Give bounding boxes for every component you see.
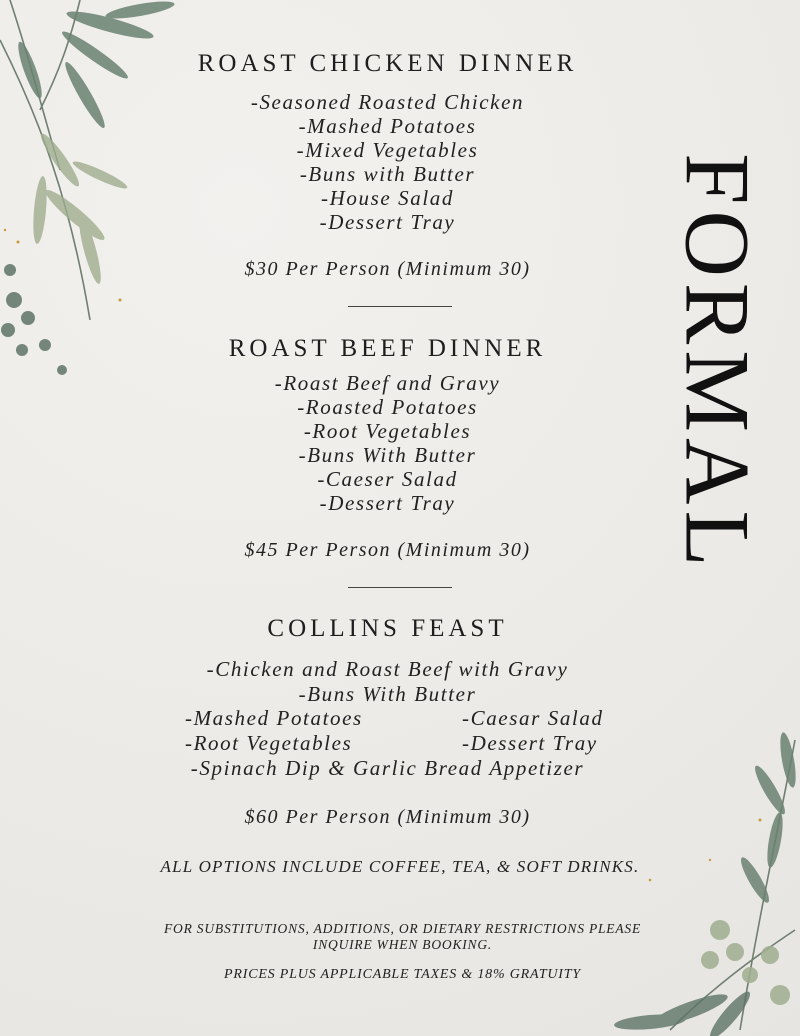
menu-item: -Roast Beef and Gravy xyxy=(274,371,501,395)
menu-item: -Mixed Vegetables xyxy=(296,138,479,162)
menu-item-left: -Mashed Potatoes xyxy=(185,706,363,730)
menu-item: -Buns with Butter xyxy=(299,162,476,186)
menu-item: -Dessert Tray xyxy=(319,491,456,515)
price-feast: $60 Per Person (Minimum 30) xyxy=(244,806,531,828)
section-title-beef: ROAST BEEF DINNER xyxy=(228,335,547,362)
menu-item: -Root Vegetables xyxy=(303,419,472,443)
divider xyxy=(348,306,452,307)
section-title-feast: COLLINS FEAST xyxy=(267,615,508,642)
side-title-text: FORMAL xyxy=(666,152,769,573)
substitutions-note-line1: FOR SUBSTITUTIONS, ADDITIONS, OR DIETARY RESTRICTIONS PLEASE xyxy=(163,921,641,936)
menu-item: -Mashed Potatoes xyxy=(298,114,477,138)
menu-item: -Roasted Potatoes xyxy=(297,395,478,419)
substitutions-note-line2: INQUIRE WHEN BOOKING. xyxy=(312,937,493,952)
menu-item: -Buns With Butter xyxy=(298,682,477,706)
menu-item-left: -Root Vegetables xyxy=(185,731,353,755)
divider xyxy=(348,587,452,588)
menu-item: -Chicken and Roast Beef with Gravy xyxy=(206,657,569,681)
menu-item: -Spinach Dip & Garlic Bread Appetizer xyxy=(190,756,585,780)
menu-item: -Seasoned Roasted Chicken xyxy=(250,90,525,114)
menu-item: -Dessert Tray xyxy=(319,210,456,234)
menu-item-right: -Dessert Tray xyxy=(462,731,598,755)
beverage-note: ALL OPTIONS INCLUDE COFFEE, TEA, & SOFT DRINKS. xyxy=(160,857,640,876)
price-beef: $45 Per Person (Minimum 30) xyxy=(244,539,531,561)
price-chicken: $30 Per Person (Minimum 30) xyxy=(244,258,531,280)
menu-item-right: -Caesar Salad xyxy=(462,706,604,730)
section-title-chicken: ROAST CHICKEN DINNER xyxy=(197,50,578,77)
menu-item: -House Salad xyxy=(321,186,454,210)
taxes-note: PRICES PLUS APPLICABLE TAXES & 18% GRATUITY xyxy=(224,967,581,982)
menu-item: -Caeser Salad xyxy=(317,467,458,491)
menu-item: -Buns With Butter xyxy=(298,443,477,467)
